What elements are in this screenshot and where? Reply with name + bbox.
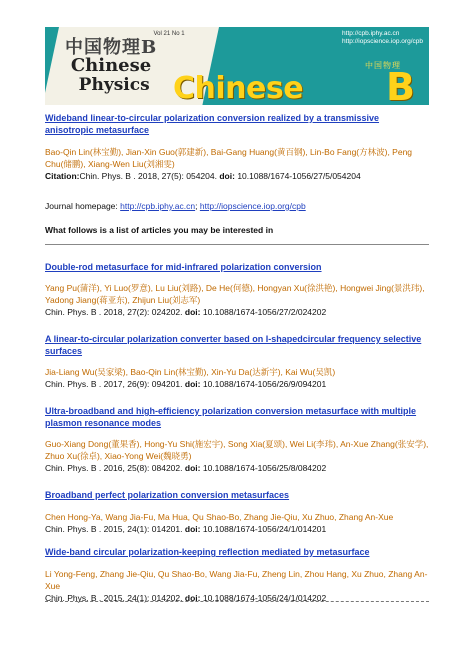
doi-label: doi: <box>219 171 235 181</box>
related-article <box>45 489 429 535</box>
article-authors: Guo-Xiang Dong(董果香), Hong-Yu Shi(施宏宇), Song Xia(夏颂), Wei Li(李玮), An-Xue Zhang(张安学), Zhuo Xu(徐卓), Xiao-Yong Wei(魏晓勇) <box>45 439 429 461</box>
related-article <box>45 333 429 390</box>
article-citation <box>45 306 429 318</box>
article-authors: Jia-Liang Wu(吴家梁), Bao-Qin Lin(林宝勤), Xin-Yu Da(达新宇), Kai Wu(吴凯) <box>45 367 336 377</box>
article-doi[interactable]: 10.1088/1674-1056/26/9/094201 <box>202 379 327 389</box>
article-citation <box>45 592 429 604</box>
main-article-citation <box>45 170 429 182</box>
doi-label: doi: <box>184 463 201 473</box>
dashed-divider <box>45 601 429 602</box>
doi-label: doi: <box>184 379 201 389</box>
banner-url-2[interactable]: http://iopscience.iop.org/cpb <box>342 38 423 45</box>
related-article <box>45 546 429 604</box>
journal-title: Chinese <box>173 71 304 105</box>
follows-heading: What follows is a list of articles you may be interested in <box>45 225 274 235</box>
article-cite: Chin. Phys. B . 2016, 25(8): 084202. <box>45 463 183 473</box>
citation-label: Citation: <box>45 171 80 181</box>
article-title[interactable]: Double-rod metasurface for mid-infrared polarization conversion <box>45 262 322 272</box>
article-title[interactable]: Ultra-broadband and high-efficiency polarization conversion metasurface with multiple plasmon resonance modes <box>45 406 417 428</box>
article-citation <box>45 378 429 390</box>
journal-letter: B <box>386 65 415 105</box>
article-cite: Chin. Phys. B . 2017, 26(9): 094201. <box>45 379 183 389</box>
related-article <box>45 405 429 474</box>
main-article <box>45 112 429 182</box>
banner-urls <box>342 30 423 46</box>
cover-cn-title: 中国物理B <box>64 37 158 58</box>
article-title[interactable]: Broadband perfect polarization conversion metasurfaces <box>45 490 290 500</box>
article-doi[interactable]: 10.1088/1674-1056/24/1/014201 <box>202 524 327 534</box>
cover-en-line1: Chinese <box>70 55 152 76</box>
article-citation <box>45 462 429 474</box>
doi-label: doi: <box>184 524 201 534</box>
article-cite: Chin. Phys. B . 2018, 27(2): 024202. <box>45 307 183 317</box>
main-article-title[interactable]: Wideband linear-to-circular polarization conversion realized by a transmissive anisotropic metasurface <box>45 113 380 135</box>
article-cite: Chin. Phys. B . 2015, 24(1): 014201. <box>45 524 183 534</box>
banner-url-1[interactable]: http://cpb.iphy.ac.cn <box>342 30 400 37</box>
related-article <box>45 261 429 318</box>
cover-en-line2: Physics <box>78 75 150 95</box>
journal-homepage <box>45 200 429 212</box>
main-article-authors: Bao-Qin Lin(林宝勤), Jian-Xin Guo(郭建新), Bai-Gang Huang(黄百钢), Lin-Bo Fang(方林波), Peng Chu(储鹏), Xiang-Wen Liu(刘湘雯) <box>45 147 413 169</box>
article-cite: Chin. Phys. B . 2015, 24(1): 014202. <box>45 593 183 603</box>
article-authors: Li Yong-Feng, Zhang Jie-Qiu, Qu Shao-Bo, Wang Jia-Fu, Zheng Lin, Zhou Hang, Xu Zhuo, Zhang An-Xue <box>45 569 428 591</box>
article-citation <box>45 523 429 535</box>
citation-text: Chin. Phys. B . 2018, 27(5): 054204. <box>79 171 217 181</box>
article-title[interactable]: Wide-band circular polarization-keeping reflection mediated by metasurface <box>45 547 370 557</box>
doi-text[interactable]: 10.1088/1674-1056/27/5/054204 <box>237 171 361 181</box>
homepage-link-2[interactable]: http://iopscience.iop.org/cpb <box>199 201 306 211</box>
article-doi[interactable]: 10.1088/1674-1056/24/1/014202 <box>202 593 327 603</box>
banner-small-cn: 中国物理 <box>365 61 401 70</box>
article-doi[interactable]: 10.1088/1674-1056/27/2/024202 <box>202 307 327 317</box>
homepage-sep: ; <box>195 201 198 211</box>
article-doi[interactable]: 10.1088/1674-1056/25/8/084202 <box>202 463 327 473</box>
divider-line <box>45 244 429 245</box>
doi-label: doi: <box>184 593 201 603</box>
article-authors: Chen Hong-Ya, Wang Jia-Fu, Ma Hua, Qu Shao-Bo, Zhang Jie-Qiu, Xu Zhuo, Zhang An-Xue <box>45 512 394 522</box>
article-authors: Yang Pu(蒲洋), Yi Luo(罗意), Lu Liu(刘路), De He(何德), Hongyan Xu(徐洪艳), Hongwei Jing(景洪玮), Yadong Jiang(蒋亚东), Zhijun Liu(刘志军) <box>45 283 425 305</box>
cover-volume: Vol 21 No 1 <box>153 31 185 37</box>
homepage-label: Journal homepage: <box>45 201 118 211</box>
homepage-link-1[interactable]: http://cpb.iphy.ac.cn <box>120 201 196 211</box>
journal-banner <box>45 27 429 105</box>
article-title[interactable]: A linear-to-circular polarization converter based on I-shapedcircular frequency selective surfaces <box>45 334 422 356</box>
doi-label: doi: <box>184 307 201 317</box>
